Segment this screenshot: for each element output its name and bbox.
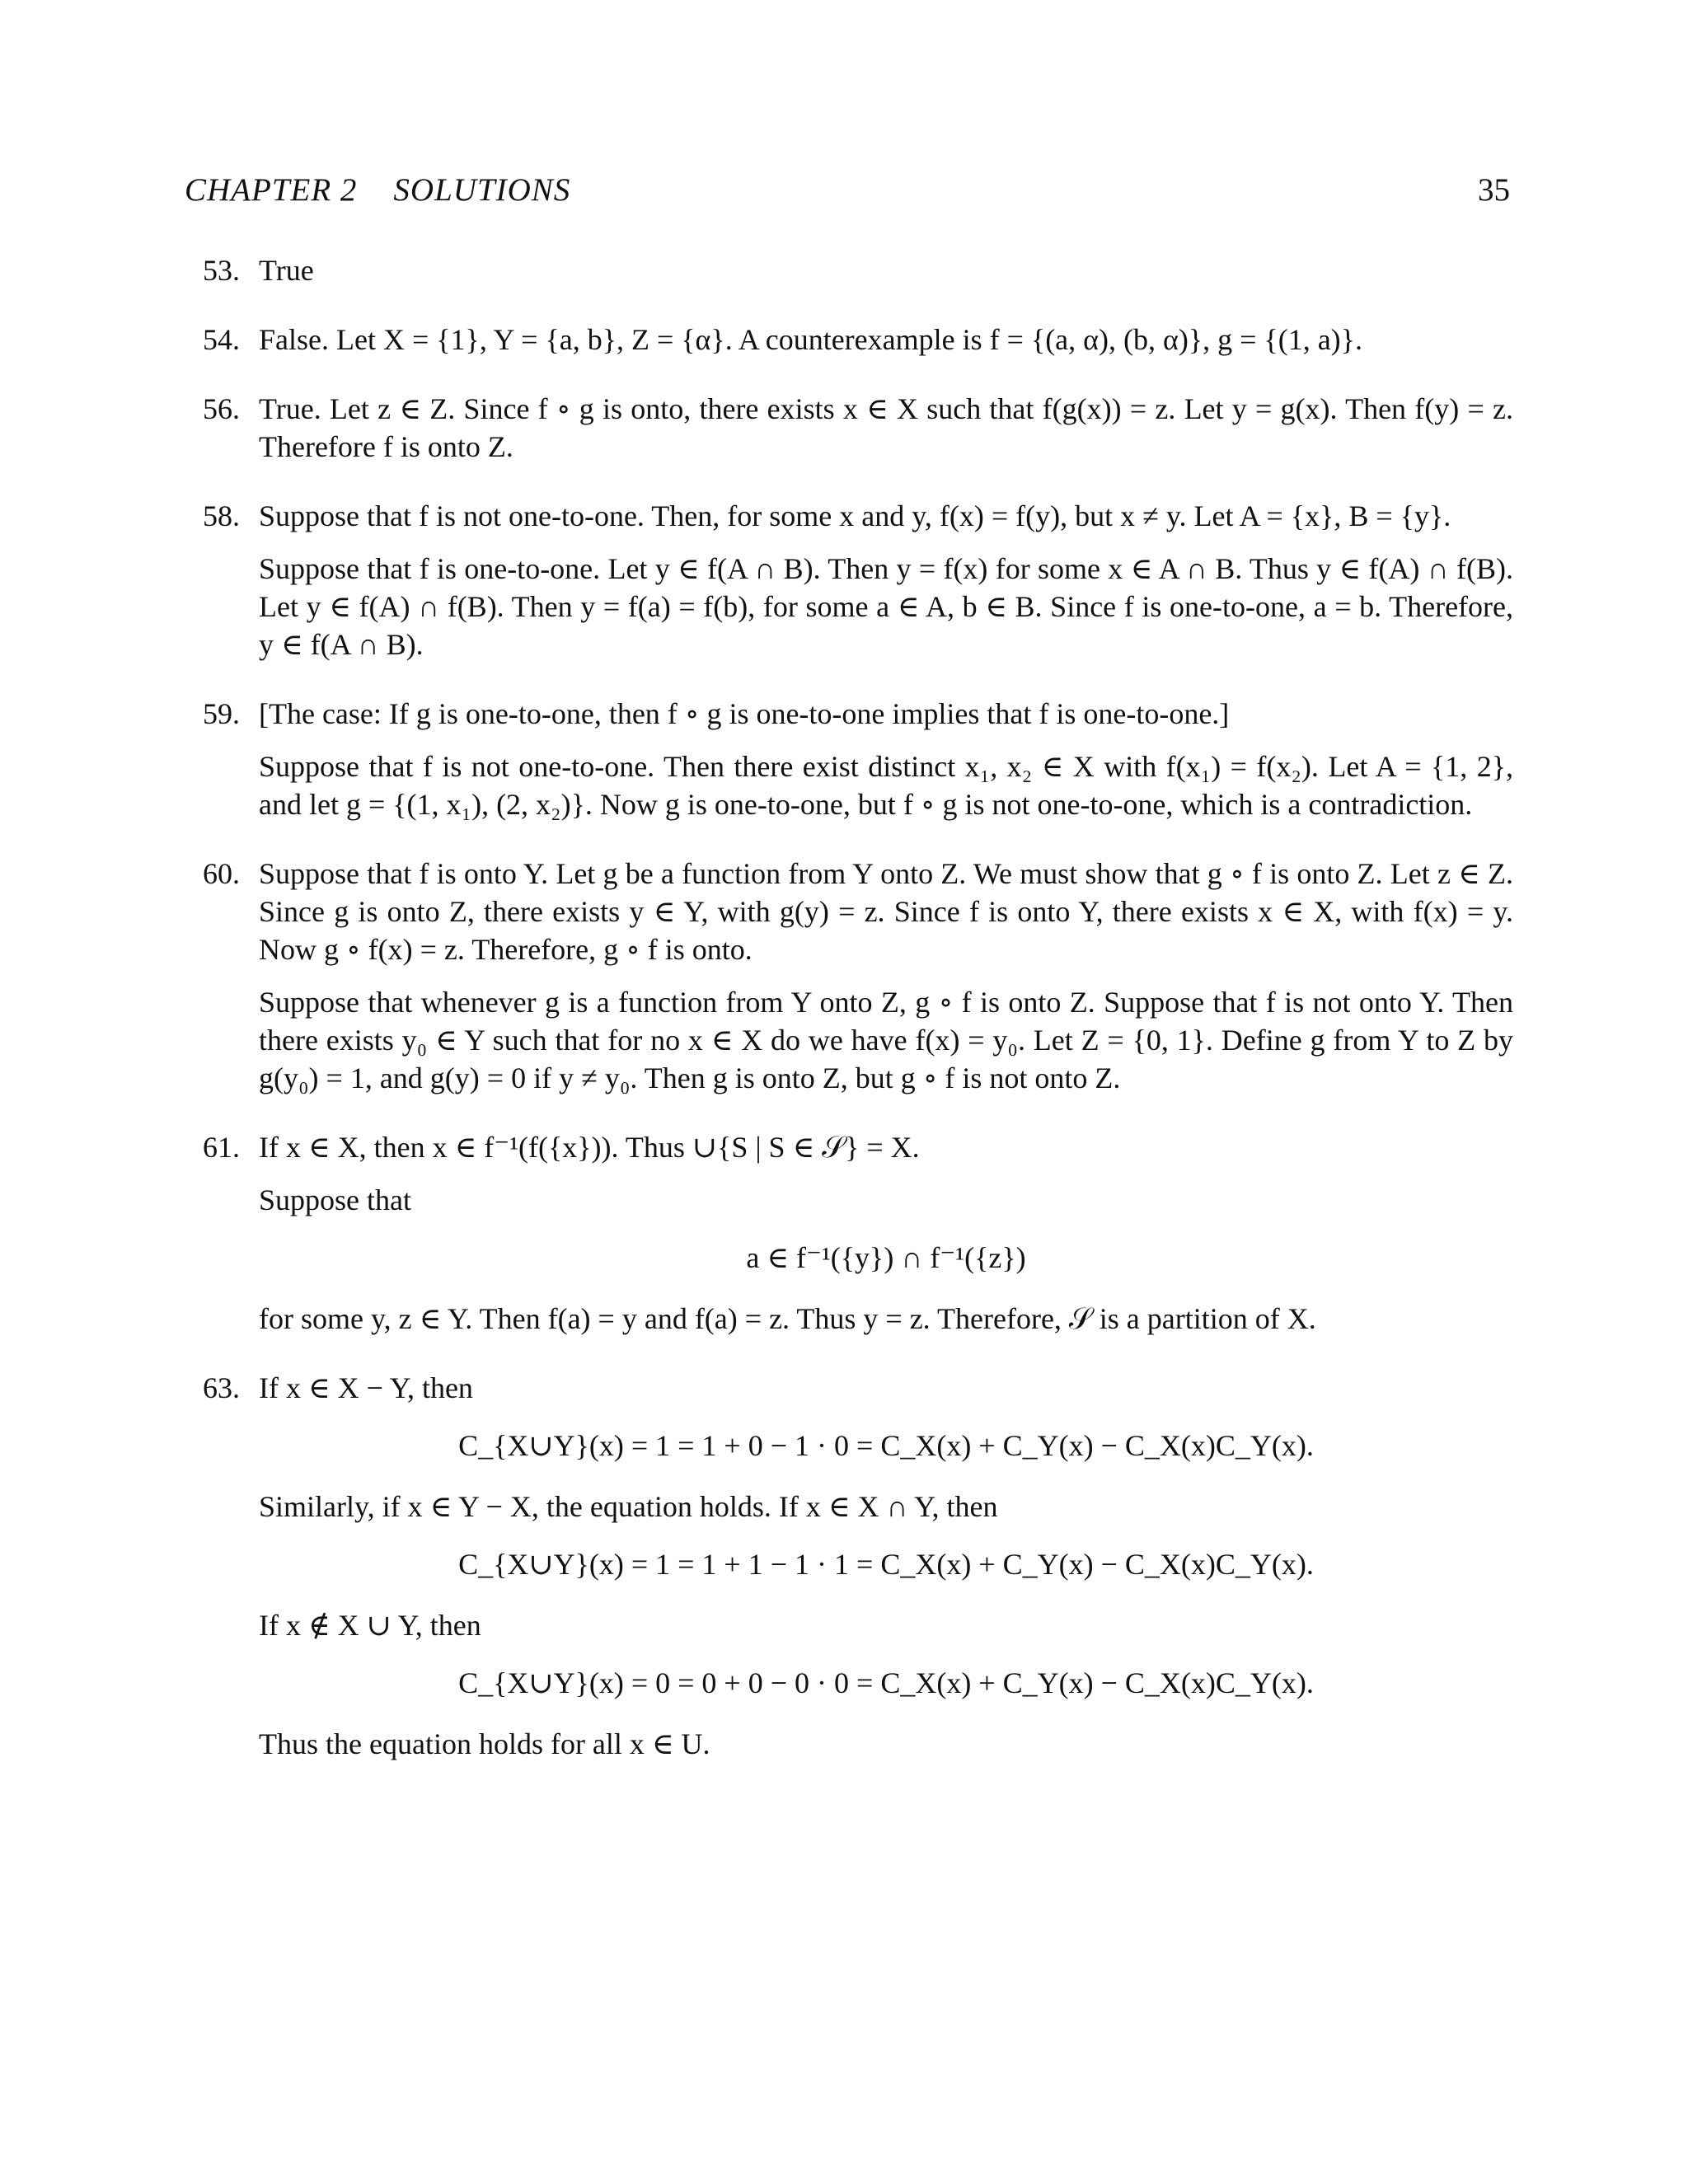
- solution-text: True. Let z ∈ Z. Since f ∘ g is onto, there exists x ∈ X such that f(g(x)) = z. Let y = g(x). Then f(y) = z. Therefore f is onto Z.: [259, 392, 1513, 463]
- solution-text: [The case: If g is one-to-one, then f ∘ g is one-to-one implies that f is one-to-one.]: [259, 697, 1230, 730]
- solution-text: Suppose that whenever g is a function from Y onto Z, g ∘ f is onto Z. Suppose that f is not onto Y. Then there exists y₀ ∈ Y such that for no x ∈ X do we have f(x) = y₀. Let Z = {0, 1}. Define g from Y to Z by g(y₀) = 1, and g(y) = 0 if y ≠ y₀. Then g is onto Z, but g ∘ f is not onto Z.: [259, 986, 1513, 1094]
- solution-number: 58.: [203, 499, 240, 532]
- solution-text: Suppose that f is not one-to-one. Then there exist distinct x₁, x₂ ∈ X with f(x₁) = f(x₂). Let A = {1, 2}, and let g = {(1, x₁), (2, x₂)}. Now g is one-to-one, but f ∘ g is not one-to-one, which is a contradiction.: [259, 750, 1513, 821]
- display-equation: C_{X∪Y}(x) = 1 = 1 + 1 − 1 · 1 = C_X(x) + C_Y(x) − C_X(x)C_Y(x).: [458, 1548, 1314, 1581]
- solution-60: [203, 855, 1513, 1097]
- solution-59: [203, 695, 1513, 823]
- solution-text: Thus the equation holds for all x ∈ U.: [259, 1727, 710, 1760]
- solution-text: for some y, z ∈ Y. Then f(a) = y and f(a) = z. Thus y = z. Therefore, 𝒮 is a partition of X.: [259, 1302, 1316, 1335]
- solution-text: Similarly, if x ∈ Y − X, the equation holds. If x ∈ X ∩ Y, then: [259, 1490, 998, 1523]
- solution-text: Suppose that: [259, 1183, 411, 1216]
- chapter-label: CHAPTER 2: [185, 172, 358, 208]
- display-equation: C_{X∪Y}(x) = 0 = 0 + 0 − 0 · 0 = C_X(x) + C_Y(x) − C_X(x)C_Y(x).: [458, 1666, 1314, 1699]
- solution-number: 60.: [203, 857, 240, 890]
- running-head: [185, 171, 570, 209]
- solution-number: 53.: [203, 254, 240, 287]
- solution-54: [203, 321, 1513, 359]
- page-header: [185, 171, 1510, 221]
- solution-number: 63.: [203, 1371, 240, 1404]
- solution-number: 61.: [203, 1131, 240, 1164]
- solution-53: [203, 251, 1513, 289]
- display-equation: a ∈ f⁻¹({y}) ∩ f⁻¹({z}): [746, 1241, 1026, 1274]
- solution-text: If x ∉ X ∪ Y, then: [259, 1609, 481, 1642]
- solution-61: [203, 1128, 1513, 1338]
- solution-number: 54.: [203, 323, 240, 356]
- solution-number: 56.: [203, 392, 240, 425]
- solution-63: [203, 1369, 1513, 1763]
- page-number: 35: [1478, 172, 1510, 208]
- section-label: SOLUTIONS: [393, 172, 571, 208]
- solution-text: If x ∈ X, then x ∈ f⁻¹(f({x})). Thus ∪{S | S ∈ 𝒮} = X.: [259, 1131, 920, 1164]
- solution-text: True: [259, 254, 314, 287]
- solution-text: Suppose that f is one-to-one. Let y ∈ f(A ∩ B). Then y = f(x) for some x ∈ A ∩ B. Thus y ∈ f(A) ∩ f(B). Let y ∈ f(A) ∩ f(B). Then y = f(a) = f(b), for some a ∈ A, b ∈ B. Since f is one-to-one, a = b. Therefore, y ∈ f(A ∩ B).: [259, 552, 1513, 661]
- display-equation: C_{X∪Y}(x) = 1 = 1 + 0 − 1 · 0 = C_X(x) + C_Y(x) − C_X(x)C_Y(x).: [458, 1429, 1314, 1462]
- solution-text: If x ∈ X − Y, then: [259, 1371, 473, 1404]
- solution-58: [203, 497, 1513, 663]
- solution-56: [203, 390, 1513, 466]
- solution-number: 59.: [203, 697, 240, 730]
- solutions-body: [203, 251, 1513, 1794]
- solution-text: False. Let X = {1}, Y = {a, b}, Z = {α}. A counterexample is f = {(a, α), (b, α)}, g = {(1, a)}.: [259, 323, 1362, 356]
- solution-text: Suppose that f is onto Y. Let g be a function from Y onto Z. We must show that g ∘ f is onto Z. Let z ∈ Z. Since g is onto Z, there exists y ∈ Y, with g(y) = z. Since f is onto Y, there exists x ∈ X, with f(x) = y. Now g ∘ f(x) = z. Therefore, g ∘ f is onto.: [259, 857, 1513, 966]
- solution-text: Suppose that f is not one-to-one. Then, for some x and y, f(x) = f(y), but x ≠ y. Let A = {x}, B = {y}.: [259, 499, 1451, 532]
